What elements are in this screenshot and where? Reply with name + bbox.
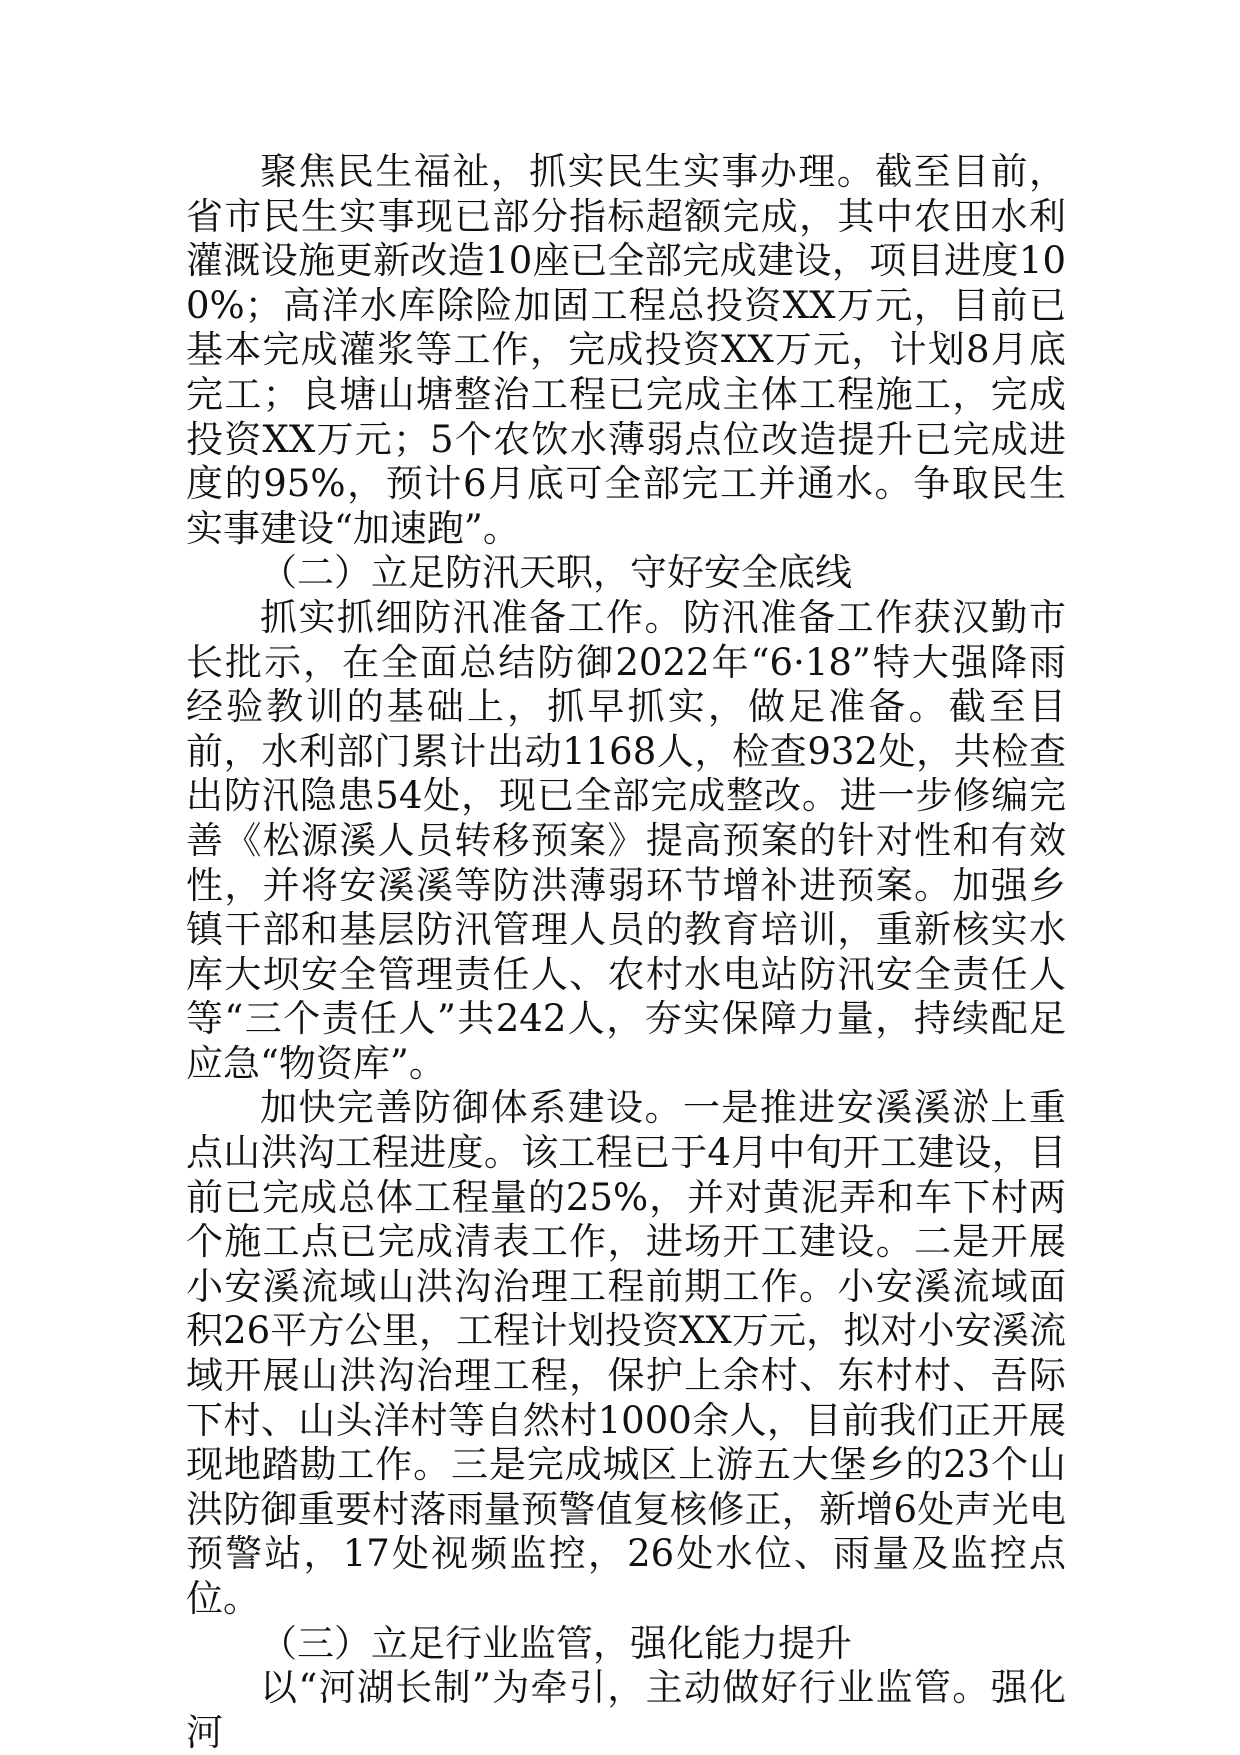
paragraph-defense-system: 加快完善防御体系建设。一是推进安溪溪淤上重点山洪沟工程进度。该工程已于4月中旬开工建设，目前已完成总体工程量的25%，并对黄泥弄和车下村两个施工点已完成清表工作，进场开工建设。二是开展小安溪流域山洪沟治理工程前期工作。小安溪流域面积26平方公里，工程计划投资XX万元，拟对小安溪流域开展山洪沟治理工程，保护上余村、东村村、吾际下村、山头洋村等自然村1000余人，目前我们正开展现地踏勘工作。三是完成城区上游五大堡乡的23个山洪防御重要村落雨量预警值复核修正，新增6处声光电预警站，17处视频监控，26处水位、雨量及监控点位。 xyxy=(186,1086,1066,1620)
document-body xyxy=(186,150,1066,1755)
section-heading-industry-supervision: （三）立足行业监管，强化能力提升 xyxy=(260,1621,852,1665)
paragraph-livelihood-projects: 聚焦民生福祉，抓实民生实事办理。截至目前，省市民生实事现已部分指标超额完成，其中农田水利灌溉设施更新改造10座已全部完成建设，项目进度100%；高洋水库除险加固工程总投资XX万元，目前已基本完成灌浆等工作，完成投资XX万元，计划8月底完工；良塘山塘整治工程已完成主体工程施工，完成投资XX万元；5个农饮水薄弱点位改造提升已完成进度的95%，预计6月底可全部完工并通水。争取民生实事建设“加速跑”。 xyxy=(186,150,1066,550)
section-heading-flood-control: （二）立足防汛天职，守好安全底线 xyxy=(260,551,852,595)
paragraph-river-lake-chief: 以“河湖长制”为牵引，主动做好行业监管。强化河 xyxy=(186,1666,1066,1754)
paragraph-flood-preparation: 抓实抓细防汛准备工作。防汛准备工作获汉勤市长批示，在全面总结防御2022年“6·18”特大强降雨经验教训的基础上，抓早抓实，做足准备。截至目前，水利部门累计出动1168人，检查932处，共检查出防汛隐患54处，现已全部完成整改。进一步修编完善《松源溪人员转移预案》提高预案的针对性和有效性，并将安溪溪等防洪薄弱环节增补进预案。加强乡镇干部和基层防汛管理人员的教育培训，重新核实水库大坝安全管理责任人、农村水电站防汛安全责任人等“三个责任人”共242人，夯实保障力量，持续配足应急“物资库”。 xyxy=(186,595,1066,1085)
